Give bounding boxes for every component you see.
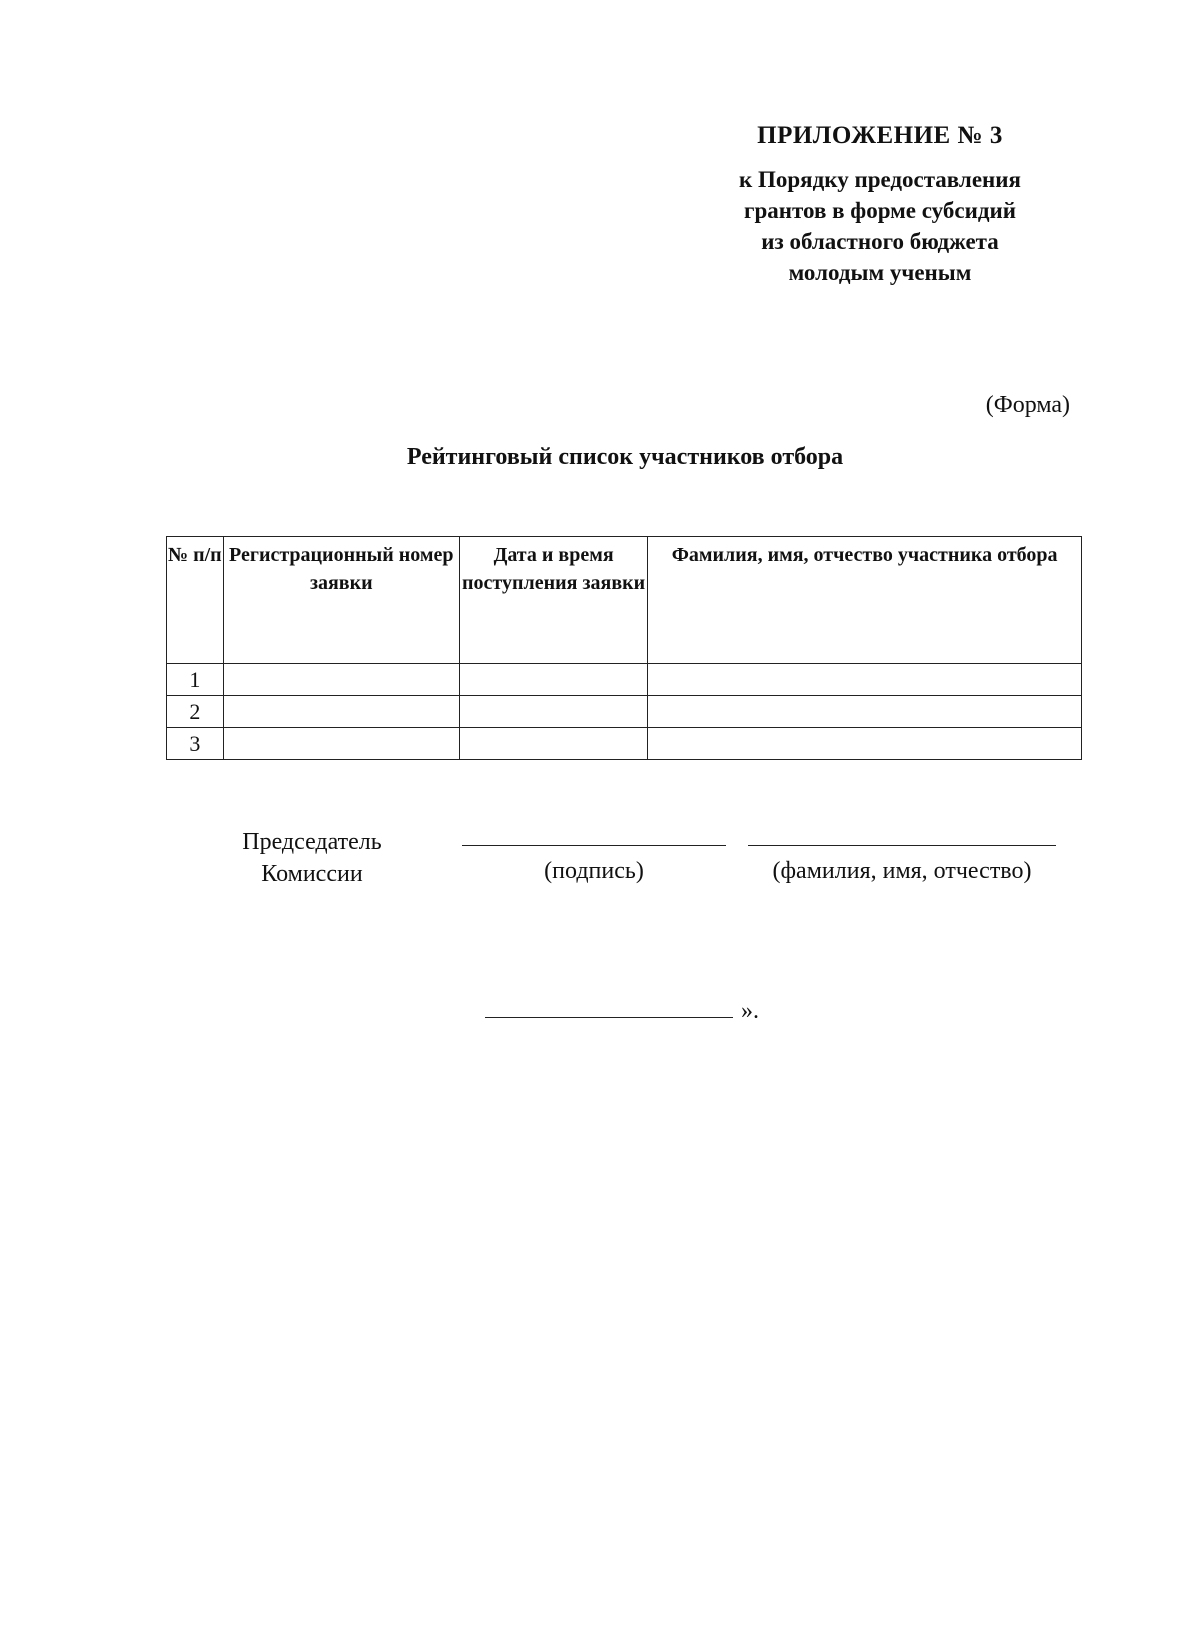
signature-line bbox=[462, 845, 726, 846]
annex-title: ПРИЛОЖЕНИЕ № 3 bbox=[757, 122, 1003, 149]
document-title: Рейтинговый список участников отбора bbox=[406, 444, 844, 470]
date-blank-line bbox=[485, 1017, 733, 1018]
annex-subtitle bbox=[680, 164, 1080, 288]
cell-date-time bbox=[459, 696, 647, 728]
cell-number: 3 bbox=[167, 728, 224, 760]
name-line bbox=[748, 845, 1056, 846]
chairman-position-line: Комиссии bbox=[261, 861, 363, 887]
form-label: (Форма) bbox=[985, 392, 1070, 418]
table-row bbox=[167, 664, 1082, 696]
cell-registration bbox=[223, 728, 459, 760]
chairman-position bbox=[232, 826, 392, 890]
chairman-position-line: Председатель bbox=[242, 829, 382, 855]
annex-subtitle-line: к Порядку предоставления bbox=[739, 167, 1021, 192]
cell-number: 1 bbox=[167, 664, 224, 696]
column-header-date-time: Дата и время поступления заявки bbox=[459, 537, 647, 664]
cell-date-time bbox=[459, 664, 647, 696]
column-header-number: № п/п bbox=[167, 537, 224, 664]
annex-subtitle-line: грантов в форме субсидий bbox=[744, 198, 1016, 223]
rating-table bbox=[166, 536, 1082, 760]
cell-registration bbox=[223, 696, 459, 728]
annex-subtitle-line: молодым ученым bbox=[788, 260, 972, 285]
closing-line bbox=[485, 998, 759, 1025]
cell-full-name bbox=[648, 664, 1082, 696]
cell-date-time bbox=[459, 728, 647, 760]
table-row bbox=[167, 728, 1082, 760]
closing-quote: ». bbox=[741, 998, 759, 1024]
cell-full-name bbox=[648, 696, 1082, 728]
table-header-row bbox=[167, 537, 1082, 664]
column-header-full-name: Фамилия, имя, отчество участника отбора bbox=[648, 537, 1082, 664]
annex-subtitle-line: из областного бюджета bbox=[761, 229, 999, 254]
cell-registration bbox=[223, 664, 459, 696]
column-header-registration: Регистрационный номер заявки bbox=[223, 537, 459, 664]
table-row bbox=[167, 696, 1082, 728]
annex-header bbox=[680, 122, 1080, 288]
cell-number: 2 bbox=[167, 696, 224, 728]
signature-caption: (подпись) bbox=[544, 858, 644, 884]
name-caption: (фамилия, имя, отчество) bbox=[772, 858, 1032, 884]
cell-full-name bbox=[648, 728, 1082, 760]
